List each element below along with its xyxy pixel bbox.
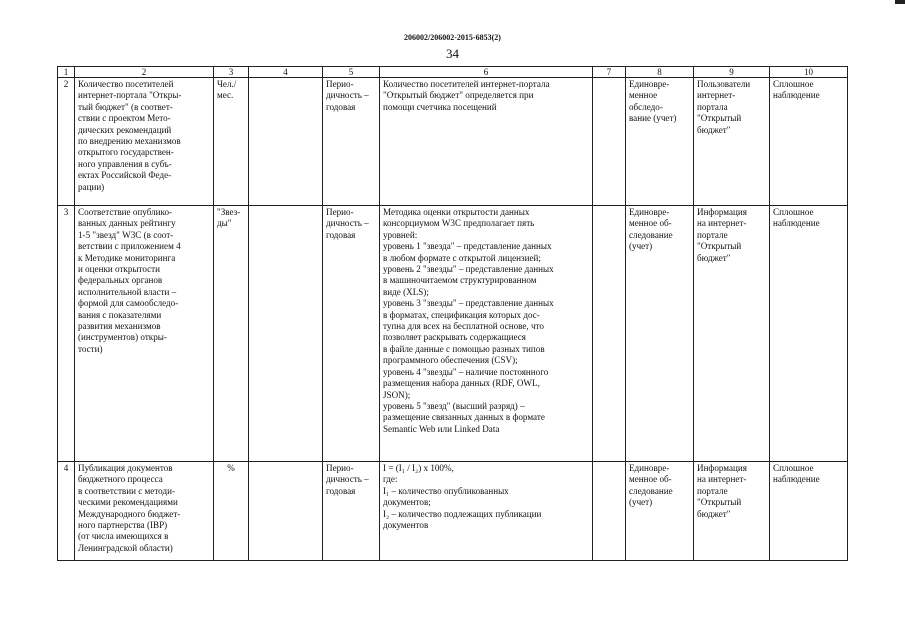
unit-cell: "Звез- ды": [214, 206, 249, 462]
header-cell: 7: [593, 67, 626, 78]
empty-cell: [593, 462, 626, 561]
method-cell: I = (I₁ / I₂) x 100%, где: I₁ – количество опубликованных документов; I₂ – количество подлежащих публикации документов: [380, 462, 593, 561]
collection-method-cell: Единовре- менное об- следование (учет): [626, 206, 694, 462]
table-row: [58, 462, 848, 561]
indicators-table: [57, 66, 848, 561]
header-row: [58, 67, 848, 78]
table-row: [58, 78, 848, 206]
method-cell: Методика оценки открытости данных консорциумом W3C предполагает пять уровней: уровень 1 "звезда" – представление данных в любом формате с открытой лицензией; уровень 2 "звезды" – представление данных в машиночитаемом структурированном виде (XLS); уровень 3 "звезды" – представление данных в форматах, спецификация которых дос- тупна для всех на бесплатной основе, что позволяет раскрывать содержащиеся в файле данные с помощью разных типов программного обеспечения (CSV); уровень 4 "звезды" – наличие постоянного размещения набора данных (RDF, OWL, JSON); уровень 5 "звезд" (высший разряд) – размещение связанных данных в формате Semantic Web или Linked Data: [380, 206, 593, 462]
indicator-name: Соответствие опублико- ванных данных рейтингу 1-5 "звезд" W3C (в соот- ветствии с приложением 4 к Методике мониторинга и оценки открытости федеральных органов исполнительной власти – формой для самообследо- вания с показателями развития механизмов (инструментов) откры- тости): [75, 206, 214, 462]
coverage-cell: Сплошное наблюдение: [770, 462, 848, 561]
collection-method-cell: Единовре- менное об- следование (учет): [626, 462, 694, 561]
row-number: 4: [58, 462, 75, 561]
indicator-name: Количество посетителей интернет-портала "Откры- тый бюджет" (в соответ- ствии с проектом Мето- дических рекомендаций по внедрению механизмов открытого государствен- ного управления в субъ- ектах Российской Феде- рации): [75, 78, 214, 206]
unit-cell: Чел./ мес.: [214, 78, 249, 206]
row-number: 3: [58, 206, 75, 462]
header-cell: 8: [626, 67, 694, 78]
periodicity-cell: Перио- дичность – годовая: [323, 78, 380, 206]
page-number: 34: [446, 46, 459, 61]
header-cell: 10: [770, 67, 848, 78]
empty-cell: [249, 206, 323, 462]
header-cell: 3: [214, 67, 249, 78]
empty-cell: [249, 78, 323, 206]
empty-cell: [249, 462, 323, 561]
header-cell: 2: [75, 67, 214, 78]
periodicity-cell: Перио- дичность – годовая: [323, 206, 380, 462]
scan-edge-mark: [895, 0, 905, 4]
row-number: 2: [58, 78, 75, 206]
empty-cell: [593, 78, 626, 206]
source-cell: Информация на интернет- портале "Открытый бюджет": [694, 462, 770, 561]
header-cell: 4: [249, 67, 323, 78]
method-cell: Количество посетителей интернет-портала "Открытый бюджет" определяется при помощи счетчика посещений: [380, 78, 593, 206]
source-cell: Информация на интернет- портале "Открытый бюджет": [694, 206, 770, 462]
source-cell: Пользователи интернет- портала "Открытый бюджет": [694, 78, 770, 206]
header-cell: 6: [380, 67, 593, 78]
periodicity-cell: Перио- дичность – годовая: [323, 462, 380, 561]
header-cell: 9: [694, 67, 770, 78]
document-code: 206002/206002-2015-6853(2): [404, 33, 501, 42]
collection-method-cell: Единовре- менное обследо- вание (учет): [626, 78, 694, 206]
header-cell: 5: [323, 67, 380, 78]
header-cell: 1: [58, 67, 75, 78]
empty-cell: [593, 206, 626, 462]
table-row: [58, 206, 848, 462]
coverage-cell: Сплошное наблюдение: [770, 78, 848, 206]
indicator-name: Публикация документов бюджетного процесса в соответствии с методи- ческими рекомендациями Международного бюджет- ного партнерства (IBP) (от числа имеющихся в Ленинградской области): [75, 462, 214, 561]
unit-cell: %: [214, 462, 249, 561]
coverage-cell: Сплошное наблюдение: [770, 206, 848, 462]
